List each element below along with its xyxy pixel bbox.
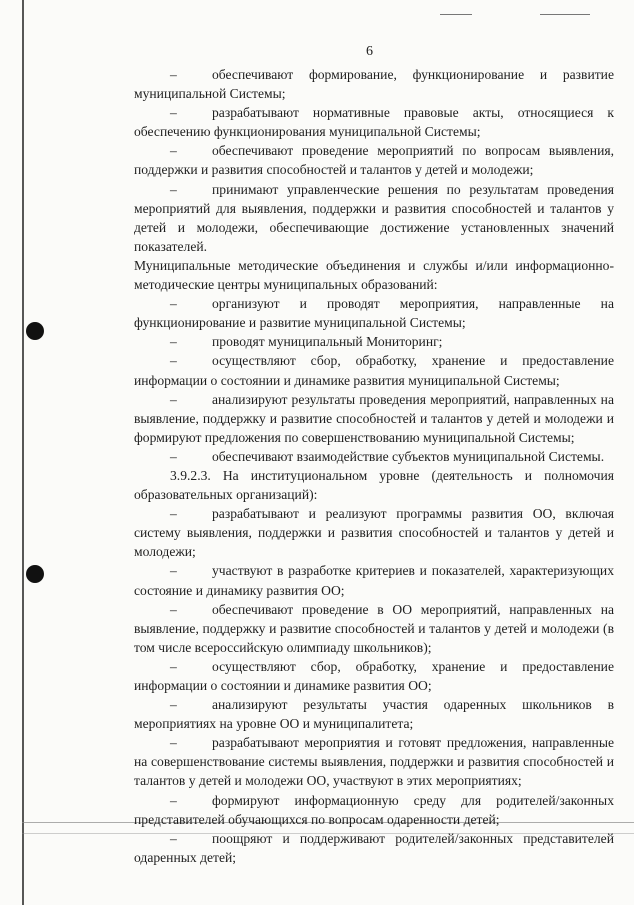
paragraph-text: обеспечивают проведение мероприятий по вопросам выявления, поддержки и развития способностей и талантов у детей и молодежи; [134, 143, 614, 178]
dash-marker: – [170, 334, 177, 350]
punch-hole-bottom [26, 565, 44, 583]
bullet-item [134, 332, 614, 351]
dash-marker: – [170, 448, 177, 464]
page-edge-line [22, 0, 24, 905]
dash-marker: – [170, 792, 177, 808]
bullet-item [134, 504, 614, 561]
paragraph-text: обеспечивают взаимодействие субъектов муниципальной Системы. [212, 448, 605, 464]
bullet-item [134, 561, 614, 599]
bullet-item [134, 447, 614, 466]
paragraph-text: разрабатывают и реализуют программы развития ОО, включая систему выявления, поддержки и развития способностей и талантов у детей и молодежи; [134, 506, 614, 560]
page-number: 6 [366, 44, 373, 59]
bullet-item [134, 390, 614, 447]
scan-mark [540, 14, 590, 15]
dash-marker: – [170, 143, 177, 159]
paragraph-text: анализируют результаты проведения мероприятий, направленных на выявление, поддержку и развитие способностей и талантов у детей и молодежи и формируют предложения по совершенствованию муниципальной Системы; [134, 391, 614, 445]
paragraph-text: принимают управленческие решения по результатам проведения мероприятий для выявления, поддержки и развития способностей и талантов у детей и молодежи, обеспечивающие достижение установленных значений показателей. [134, 181, 614, 254]
bullet-item [134, 141, 614, 179]
bullet-item [134, 791, 614, 829]
dash-marker: – [170, 563, 177, 579]
section-paragraph [134, 466, 614, 504]
paragraph-text: формируют информационную среду для родителей/законных представителей обучающихся по вопросам одаренности детей; [134, 792, 614, 827]
bullet-item [134, 103, 614, 141]
bullet-item [134, 351, 614, 389]
bullet-item [134, 600, 614, 657]
dash-marker: – [170, 296, 177, 312]
paragraph-text: обеспечивают проведение в ОО мероприятий, направленных на выявление, поддержку и развитие способностей и талантов у детей и молодежи (в том числе всероссийскую олимпиаду школьников); [134, 601, 614, 655]
bullet-item [134, 695, 614, 733]
bullet-item [134, 180, 614, 256]
paragraph-text: 3.9.2.3. На институциональном уровне (деятельность и полномочия образовательных организаций): [134, 467, 614, 503]
dash-marker: – [170, 601, 177, 617]
dash-marker: – [170, 67, 177, 82]
paragraph-text: участвуют в разработке критериев и показателей, характеризующих состояние и динамику развития ОО; [134, 563, 614, 598]
dash-marker: – [170, 105, 177, 121]
dash-marker: – [170, 506, 177, 522]
paragraph-text: обеспечивают формирование, функционирование и развитие муниципальной Системы; [134, 67, 614, 102]
punch-hole-top [26, 322, 44, 340]
dash-marker: – [170, 391, 177, 407]
paragraph-text: осуществляют сбор, обработку, хранение и предоставление информации о состоянии и динамике развития ОО; [134, 658, 614, 693]
bullet-item [134, 657, 614, 695]
document-body [134, 65, 614, 867]
paragraph-text: осуществляют сбор, обработку, хранение и предоставление информации о состоянии и динамике развития муниципальной Системы; [134, 353, 614, 388]
paragraph-text: разрабатывают нормативные правовые акты, относящиеся к обеспечению функционирования муниципальной Системы; [134, 105, 614, 140]
dash-marker: – [170, 735, 177, 751]
paragraph-text: Муниципальные методические объединения и службы и/или информационно-методические центры муниципальных образований: [134, 257, 614, 293]
paragraph-text: поощряют и поддерживают родителей/законных представителей одаренных детей; [134, 830, 614, 865]
bullet-item [134, 65, 614, 103]
bullet-item [134, 829, 614, 867]
bullet-item [134, 294, 614, 332]
scan-mark [440, 14, 472, 15]
paragraph-text: разрабатывают мероприятия и готовят предложения, направленные на совершенствование системы выявления, поддержки и развития способностей и талантов у детей и молодежи ОО, участвуют в этих мероприятиях; [134, 735, 614, 789]
dash-marker: – [170, 658, 177, 674]
paragraph-text: проводят муниципальный Мониторинг; [212, 334, 443, 350]
dash-marker: – [170, 697, 177, 713]
dash-marker: – [170, 830, 177, 846]
paragraph-text: анализируют результаты участия одаренных школьников в мероприятиях на уровне ОО и муниципалитета; [134, 697, 614, 732]
bullet-item [134, 733, 614, 790]
paragraph-text: организуют и проводят мероприятия, направленные на функционирование и развитие муниципальной Системы; [134, 296, 614, 331]
dash-marker: – [170, 353, 177, 369]
paragraph [134, 256, 614, 294]
dash-marker: – [170, 181, 177, 197]
